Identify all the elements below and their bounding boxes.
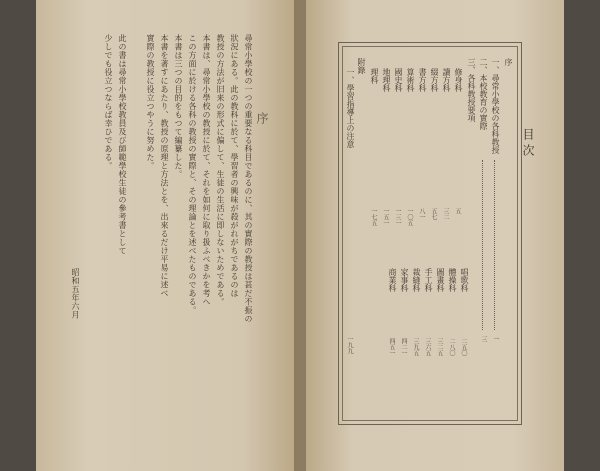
book-gutter bbox=[294, 0, 306, 471]
preface-line-1: 尋常小學校の一つの重要なる科目であるのに、其の實際の教授は甚だ不振の bbox=[244, 34, 253, 323]
toc-lower-1: 唱歌科 bbox=[460, 268, 469, 292]
toc-leader-1 bbox=[494, 160, 495, 330]
preface-line-3: 教授の方法が旧来の形式に偏して、生徒の生活に即しないためである。 bbox=[216, 34, 225, 306]
toc-item-5: 讀方科 bbox=[442, 68, 451, 92]
preface-line-8: 實際の教授に役立つやうに努めた。 bbox=[146, 34, 155, 170]
toc-page-1: 一 bbox=[492, 336, 499, 342]
preface-line-6: 本書は三つの目的をもつて編纂した。 bbox=[174, 34, 183, 179]
toc-lower-page-6: 四二一 bbox=[400, 338, 407, 356]
toc-page-8: 一〇五 bbox=[406, 208, 413, 226]
toc-lower-page-1: 二五〇 bbox=[460, 338, 467, 356]
preface-line-4: 本書は、尋常小學校の教授に於て、それを如何に取り扱ふべきかを考へ bbox=[202, 34, 211, 306]
toc-page-13: 一九九 bbox=[346, 336, 353, 354]
preface-date: 昭和五年六月 bbox=[71, 268, 80, 319]
toc-item-8: 算術科 bbox=[406, 68, 415, 92]
toc-page-7: 八一 bbox=[418, 208, 425, 220]
toc-page-5: 三二 bbox=[442, 208, 449, 220]
toc-lower-page-5: 三九五 bbox=[412, 338, 419, 356]
toc-item-1: 一、尋常小學校の各科教授 bbox=[491, 58, 500, 154]
toc-item-4: 修身科 bbox=[454, 68, 463, 92]
toc-lower-page-7: 四五一 bbox=[388, 338, 395, 356]
preface-line-2: 狀況にある。此の教科に於て、學習者の興味が殺がれがちであるのは bbox=[230, 34, 239, 298]
preface-line-10: 少しでも役立つならば幸ひである。 bbox=[104, 34, 113, 170]
toc-page-2: 三 bbox=[480, 336, 487, 342]
toc-lower-page-3: 三二五 bbox=[436, 338, 443, 356]
toc-item-13: 一、學習指導上の注意 bbox=[346, 68, 355, 148]
toc-item-9: 國史科 bbox=[394, 68, 403, 92]
toc-page-6: 五七 bbox=[430, 208, 437, 220]
toc-title: 目次 bbox=[521, 128, 535, 160]
toc-page-11: 一七五 bbox=[370, 208, 377, 226]
toc-page-4: 五 bbox=[454, 208, 461, 214]
preface-line-9: 此の書は尋常小學校教員及び師範學校生徒の參考書として bbox=[118, 34, 127, 255]
toc-item-appendix: 附錄 bbox=[357, 58, 366, 74]
toc-page-10: 一五一 bbox=[382, 208, 389, 226]
preface-line-7: 本書を著すにあたり、教授の原理と方法とを、出來るだけ平易に述べ bbox=[160, 34, 169, 298]
toc-lower-page-2: 二八〇 bbox=[448, 338, 455, 356]
toc-lower-4: 手工科 bbox=[424, 268, 433, 292]
toc-page-9: 一三一 bbox=[394, 208, 401, 226]
toc-lower-3: 圖畫科 bbox=[436, 268, 445, 292]
toc-item-6: 綴方科 bbox=[430, 68, 439, 92]
toc-item-11: 理科 bbox=[370, 68, 379, 84]
toc-lower-page-4: 三六五 bbox=[424, 338, 431, 356]
toc-item-3: 三、各科教授要項 bbox=[467, 58, 476, 122]
toc-lower-7: 商業科 bbox=[388, 268, 397, 292]
toc-item-2: 二、本校教育の實際 bbox=[479, 58, 488, 130]
toc-lower-5: 裁縫科 bbox=[412, 268, 421, 292]
toc-item-10: 地理科 bbox=[382, 68, 391, 92]
toc-lower-2: 體操科 bbox=[448, 268, 457, 292]
toc-item-7: 書方科 bbox=[418, 68, 427, 92]
preface-heading: 序 bbox=[255, 112, 269, 126]
preface-line-5: この方面に於ける各科の教授の實際と、その理論とを述べたものである。 bbox=[188, 34, 197, 315]
toc-leader-2 bbox=[482, 160, 483, 330]
toc-item-preface: 序 bbox=[504, 58, 513, 66]
toc-lower-6: 家事科 bbox=[400, 268, 409, 292]
